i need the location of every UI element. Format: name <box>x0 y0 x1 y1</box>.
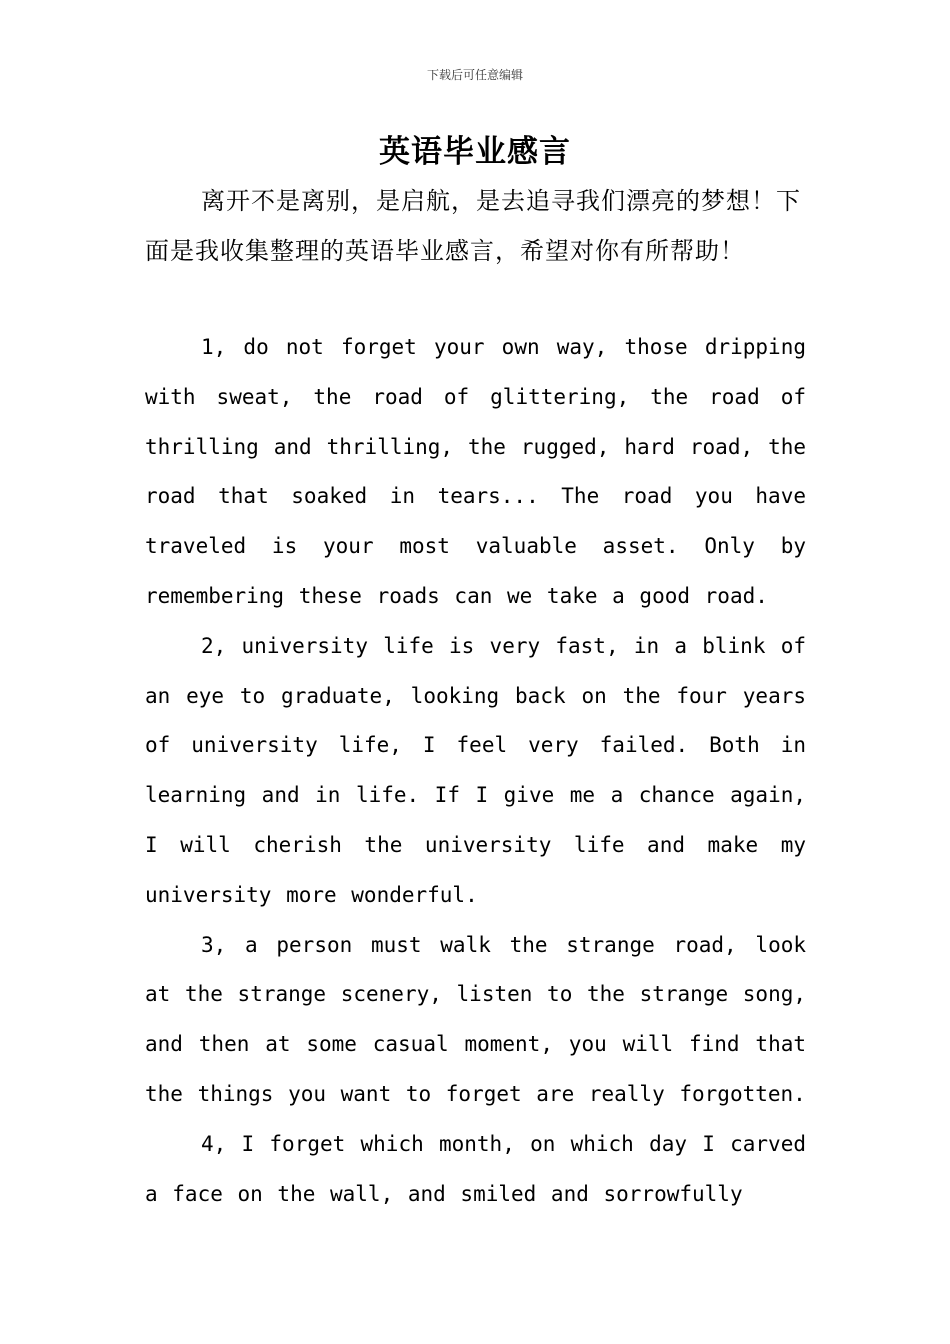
intro-paragraph: 离开不是离别，是启航，是去追寻我们漂亮的梦想！下面是我收集整理的英语毕业感言，希望对你有所帮助！ <box>145 187 801 265</box>
header-note: 下载后可任意编辑 <box>426 68 523 82</box>
page-title: 英语毕业感言 <box>379 134 571 170</box>
paragraph-4: 4, I forget which month, on which day I carved a face on the wall, and smiled and sorrowfully <box>145 1131 806 1206</box>
paragraph-1: 1, do not forget your own way, those dripping with sweat, the road of glittering, the road of thrilling and thrilling, the rugged, hard road, the road that soaked in tears... The road you have traveled is your most valuable asset. Only by remembering these roads can we take a good road. <box>145 335 806 608</box>
paragraph-2: 2, university life is very fast, in a blink of an eye to graduate, looking back on the four years of university life, I feel very failed. Both in learning and in life. If I give me a chance again, I will cherish the university life and make my university more wonderful. <box>145 633 806 907</box>
paragraph-3: 3, a person must walk the strange road, look at the strange scenery, listen to the strange song, and then at some casual moment, you will find that the things you want to forget are really forgotten. <box>145 932 806 1106</box>
body-text <box>145 323 806 1219</box>
